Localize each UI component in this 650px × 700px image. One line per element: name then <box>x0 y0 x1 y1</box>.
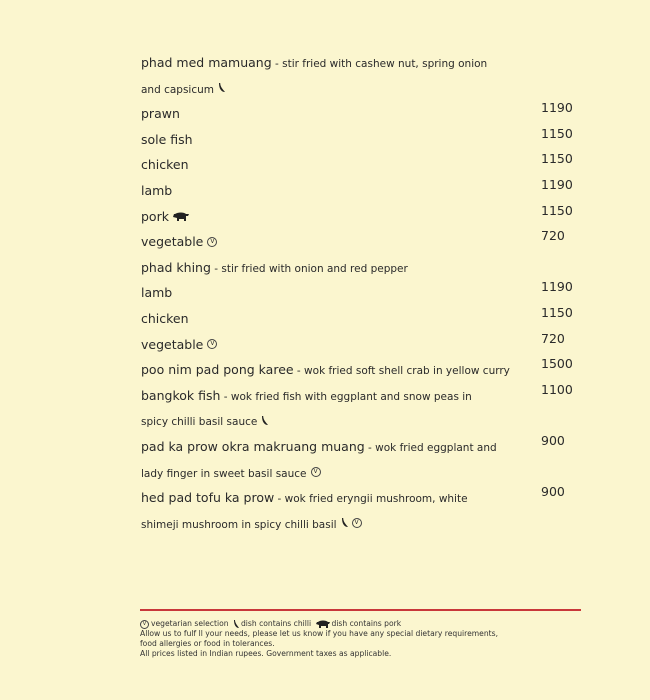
dish-name: lamb <box>141 182 173 198</box>
dish-description: lady finger in sweet basil sauce <box>141 467 307 480</box>
menu-row <box>141 151 581 180</box>
menu-row <box>141 356 581 385</box>
dish-name: phad med mamuang <box>141 55 272 70</box>
dish-name: pork <box>141 208 169 224</box>
menu-row <box>141 381 581 411</box>
dish-price: 1500 <box>541 356 573 372</box>
allergy-note: food allergies or food in tolerances. <box>140 639 275 648</box>
dish-price: 720 <box>541 330 565 346</box>
dish-price: 900 <box>541 432 565 448</box>
dish-price: 1150 <box>541 202 573 218</box>
pork-icon <box>316 620 330 628</box>
dish-price: 1190 <box>541 279 573 295</box>
menu-row <box>141 125 581 155</box>
dish-description: - wok fried fish with eggplant and snow peas in <box>220 390 472 403</box>
legend-veg-text: vegetarian selection <box>151 619 229 628</box>
dish-description: - stir fried with onion and red pepper <box>210 262 408 275</box>
chilli-icon <box>341 518 348 528</box>
dish-price: 900 <box>541 484 565 500</box>
menu-row <box>141 484 581 513</box>
dish-price: 720 <box>541 228 565 244</box>
legend-pork-text: dish contains pork <box>331 619 402 628</box>
menu-row <box>141 176 581 206</box>
dish-description: - stir fried with cashew nut, spring onion <box>271 58 488 70</box>
dish-name: poo nim pad pong karee <box>141 362 294 378</box>
dish-price: 1150 <box>541 151 573 167</box>
menu-list <box>141 52 581 538</box>
dish-name: pad ka prow okra makruang muang <box>141 438 365 454</box>
dish-price: 1150 <box>541 125 573 141</box>
vegetarian-icon: V <box>140 620 149 629</box>
dish-description: spicy chilli basil sauce <box>141 416 258 429</box>
menu-row <box>141 78 581 104</box>
footer-divider <box>140 609 581 611</box>
vegetarian-icon: V <box>207 339 217 349</box>
menu-row <box>141 228 581 257</box>
dish-name: bangkok fish <box>141 387 221 403</box>
menu-row <box>141 100 581 129</box>
menu-row <box>141 52 581 78</box>
dish-description: - wok fried eggplant and <box>364 441 497 454</box>
pork-icon <box>173 212 189 221</box>
menu-row <box>141 202 581 232</box>
dish-name: phad khing <box>141 259 211 275</box>
dietary-note: Allow us to fulf ll your needs, please let us know if you have any special dietary requirements, <box>140 629 498 638</box>
menu-row <box>141 330 581 360</box>
dish-price: 1190 <box>541 176 573 192</box>
dish-description: shimeji mushroom in spicy chilli basil <box>141 518 337 531</box>
dish-name: vegetable <box>141 234 204 250</box>
dish-price: 1150 <box>541 304 573 320</box>
chilli-icon <box>233 620 239 629</box>
dish-name: sole fish <box>141 131 193 147</box>
dish-name: prawn <box>141 106 180 122</box>
menu-row <box>141 257 581 283</box>
legend-chilli-text: dish contains chilli <box>240 619 312 628</box>
vegetarian-icon: V <box>311 467 321 477</box>
dish-name: chicken <box>141 157 189 173</box>
menu-row <box>141 279 581 308</box>
menu-row <box>141 304 581 334</box>
dish-description: - wok fried eryngii mushroom, white <box>274 493 468 506</box>
dish-name: chicken <box>141 310 189 326</box>
dish-name: hed pad tofu ka prow <box>141 490 275 506</box>
dish-name: lamb <box>141 285 173 301</box>
menu-footer <box>140 619 590 659</box>
menu-row <box>141 513 581 539</box>
dish-description: and capsicum <box>141 83 215 96</box>
vegetarian-icon: V <box>352 518 362 528</box>
menu-row <box>141 410 581 436</box>
menu-row <box>141 432 581 462</box>
menu-row <box>141 462 581 488</box>
dish-price: 1100 <box>541 381 573 397</box>
dish-name: vegetable <box>141 336 204 352</box>
legend-line <box>140 619 590 629</box>
vegetarian-icon: V <box>207 237 217 247</box>
chilli-icon <box>261 416 268 426</box>
chilli-icon <box>218 83 225 93</box>
dish-price: 1190 <box>541 100 573 116</box>
dish-description: - wok fried soft shell crab in yellow curry <box>293 365 510 378</box>
price-note: All prices listed in Indian rupees. Government taxes as applicable. <box>140 649 392 658</box>
